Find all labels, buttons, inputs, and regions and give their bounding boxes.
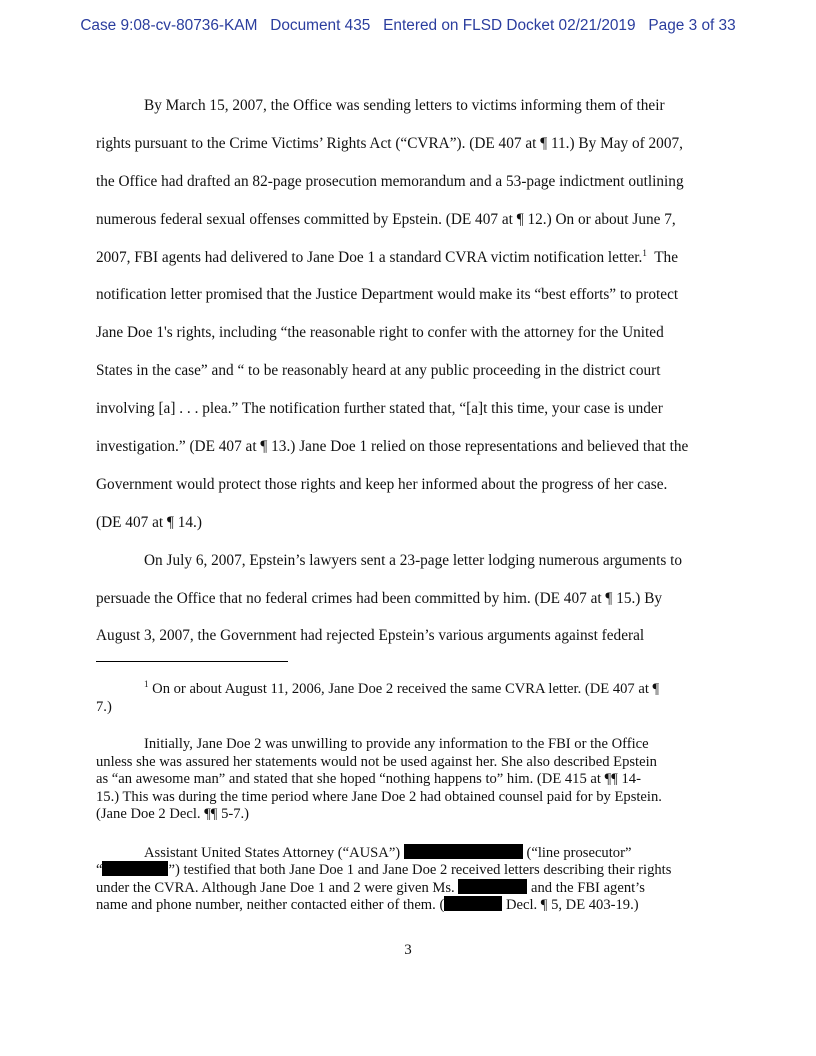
text-line: August 3, 2007, the Government had rejected Epstein’s various arguments against federal: [96, 627, 645, 645]
text-line: numerous federal sexual offenses committed by Epstein. (DE 407 at ¶ 12.) On or about June 7,: [96, 210, 676, 228]
footnote-line: 15.) This was during the time period where Jane Doe 2 had obtained counsel paid for by Epstein.: [96, 788, 662, 805]
text-line: On July 6, 2007, Epstein’s lawyers sent a 23-page letter lodging numerous arguments to: [144, 551, 682, 569]
text-line: notification letter promised that the Justice Department would make its “best efforts” to protect: [96, 286, 679, 304]
body-text: [96, 93, 720, 661]
case-number: Case 9:08-cv-80736-KAM: [80, 17, 258, 34]
text-line: persuade the Office that no federal crimes had been committed by him. (DE 407 at ¶ 15.) By: [96, 589, 663, 607]
text-line: the Office had drafted an 82-page prosecution memorandum and a 53-page indictment outlining: [96, 172, 684, 190]
text-line: Jane Doe 1's rights, including “the reasonable right to confer with the attorney for the United: [96, 324, 664, 342]
entered-date: Entered on FLSD Docket 02/21/2019: [383, 17, 636, 34]
text-line: By March 15, 2007, the Office was sending letters to victims informing them of their: [144, 97, 665, 114]
text-line: rights pursuant to the Crime Victims’ Rights Act (“CVRA”). (DE 407 at ¶ 11.) By May of 2007,: [96, 134, 683, 152]
text-line: 2007, FBI agents had delivered to Jane Doe 1 a standard CVRA victim notification letter.$^1$ The: [96, 247, 678, 266]
redaction-box: [404, 844, 523, 859]
footnote-line: Initially, Jane Doe 2 was unwilling to provide any information to the FBI or the Office: [144, 736, 649, 752]
redaction-box: [444, 896, 502, 911]
footnote-line: $^1$ On or about August 11, 2006, Jane Doe 2 received the same CVRA letter. (DE 407 at ¶: [144, 679, 660, 697]
redaction-box: [102, 861, 168, 876]
footnote-line: unless she was assured her statements would not be used against her. She also described Epstein: [96, 753, 657, 770]
footnote-line: as “an awesome man” and stated that she hoped “nothing happens to” him. (DE 415 at ¶¶ 14-: [96, 771, 641, 787]
page-number: 3: [404, 942, 412, 958]
text-line: Government would protect those rights and keep her informed about the progress of her case.: [96, 475, 668, 493]
document-number: Document 435: [270, 17, 371, 34]
footnote-line: 7.): [96, 698, 112, 715]
footnote-line: Assistant United States Attorney (“AUSA”) (“line prosecutor”: [144, 844, 632, 861]
text-line: (DE 407 at ¶ 14.): [96, 513, 202, 531]
footnote-line: name and phone number, neither contacted either of them. ( Decl. ¶ 5, DE 403-19.): [96, 897, 639, 913]
redaction-box: [458, 879, 527, 894]
footnote-reference: 1: [642, 247, 647, 258]
footnote-line: (Jane Doe 2 Decl. ¶¶ 5-7.): [96, 806, 250, 822]
footnote-line: “ ”) testified that both Jane Doe 1 and Jane Doe 2 received letters describing their rights: [96, 862, 672, 878]
text-line: investigation.” (DE 407 at ¶ 13.) Jane Doe 1 relied on those representations and believed that the: [96, 438, 689, 456]
footnotes: [96, 681, 720, 914]
text-line: involving [a] . . . plea.” The notification further stated that, “[a]t this time, your case is under: [96, 400, 663, 418]
footnote-divider: [96, 661, 288, 662]
page-count: Page 3 of 33: [648, 17, 736, 34]
docket-header: [0, 17, 816, 35]
footnote-marker: 1: [144, 679, 149, 689]
text-line: States in the case” and “ to be reasonably heard at any public proceeding in the district court: [96, 362, 661, 380]
footnote-line: under the CVRA. Although Jane Doe 1 and 2 were given Ms. and the FBI agent’s: [96, 879, 645, 896]
